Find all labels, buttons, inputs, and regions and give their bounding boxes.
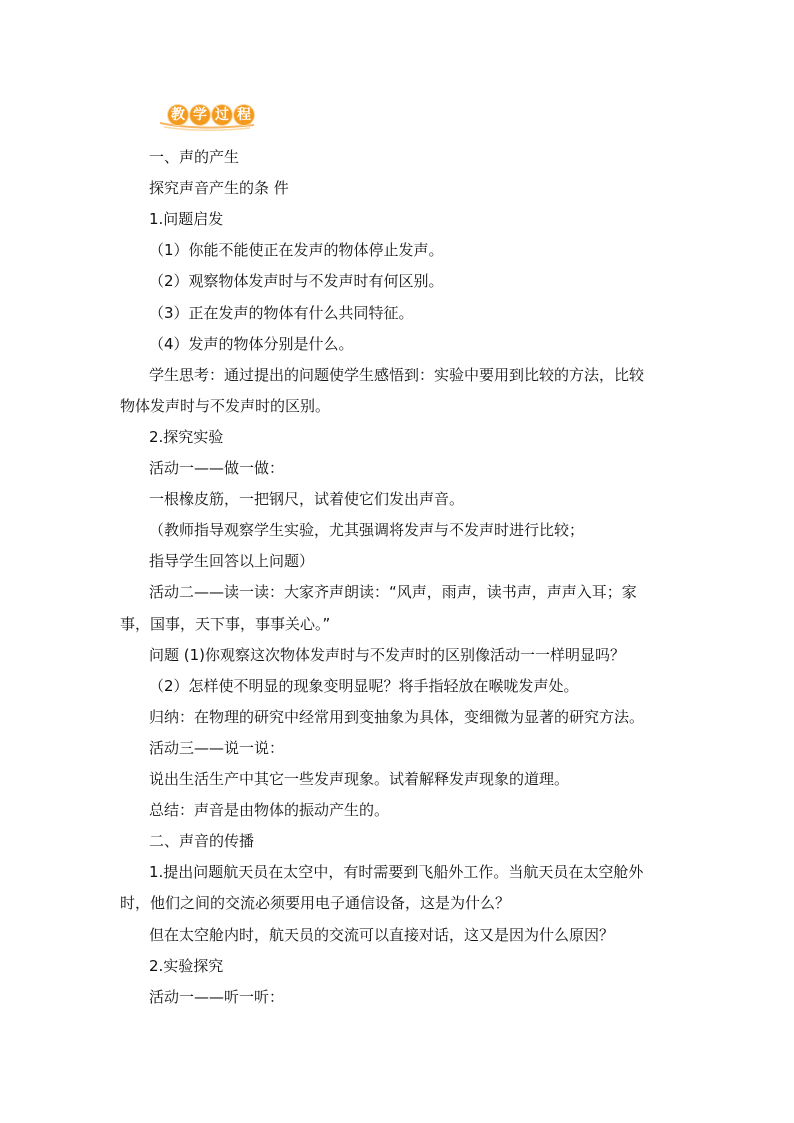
banner-char: 教: [168, 105, 188, 125]
paragraph-line: 一根橡皮筋，一把钢尺，试着使它们发出声音。: [149, 490, 465, 509]
paragraph-line: （4）发声的物体分别是什么。: [149, 334, 354, 353]
paragraph-line: 活动三——说一说：: [149, 738, 285, 757]
paragraph-line: 物体发声时与不发声时的区别。: [120, 396, 331, 415]
banner-title: [168, 105, 254, 125]
section-banner: [158, 101, 258, 131]
paragraph-line: 一、声的产生: [149, 148, 240, 166]
paragraph-line: 1.提出问题航天员在太空中，有时需要到飞船外工作。当航天员在太空舱外: [149, 863, 644, 882]
paragraph-line: 但在太空舱内时，航天员的交流可以直接对话，这又是因为什么原因？: [149, 925, 615, 944]
paragraph-line: 学生思考：通过提出的问题使学生感悟到：实验中要用到比较的方法，比较: [149, 365, 645, 384]
paragraph-line: （教师指导观察学生实验，尤其强调将发声与不发声时进行比较；: [149, 521, 585, 540]
banner-char: 过: [212, 105, 232, 125]
paragraph-line: （3）正在发声的物体有什么共同特征。: [149, 303, 414, 322]
paragraph-line: 活动一——听一听：: [149, 987, 285, 1006]
paragraph-line: 归纳：在物理的研究中经常用到变抽象为具体，变细微为显著的研究方法。: [149, 707, 645, 726]
paragraph-line: 事，国事，天下事，事事关心。”: [120, 614, 331, 633]
banner-char: 学: [190, 105, 210, 125]
paragraph-line: 活动一——做一做：: [149, 459, 285, 477]
paragraph-line: 活动二——读一读：大家齐声朗读：“风声，雨声，读书声，声声入耳；家: [149, 583, 637, 602]
paragraph-line: 1.问题启发: [149, 210, 224, 229]
paragraph-line: 探究声音产生的条 件: [149, 179, 289, 198]
paragraph-line: 说出生活生产中其它一些发声现象。试着解释发声现象的道理。: [149, 770, 570, 788]
paragraph-line: 指导学生回答以上问题）: [149, 552, 315, 571]
paragraph-line: （2）观察物体发声时与不发声时有何区别。: [149, 272, 444, 291]
paragraph-line: 时，他们之间的交流必须要用电子通信设备，这是为什么？: [120, 894, 511, 913]
paragraph-line: 总结：声音是由物体的振动产生的。: [149, 801, 390, 820]
paragraph-line: （1）你能不能使正在发声的物体停止发声。: [149, 241, 444, 260]
paragraph-line: 二、声音的传播: [149, 832, 255, 851]
paragraph-line: （2）怎样使不明显的现象变明显呢？将手指轻放在喉咙发声处。: [149, 676, 579, 695]
paragraph-line: 问题 (1)你观察这次物体发声时与不发声时的区别像活动一一样明显吗？: [149, 645, 626, 664]
paragraph-line: 2.实验探究: [149, 956, 224, 975]
banner-char: 程: [234, 105, 254, 125]
paragraph-line: 2.探究实验: [149, 427, 224, 446]
